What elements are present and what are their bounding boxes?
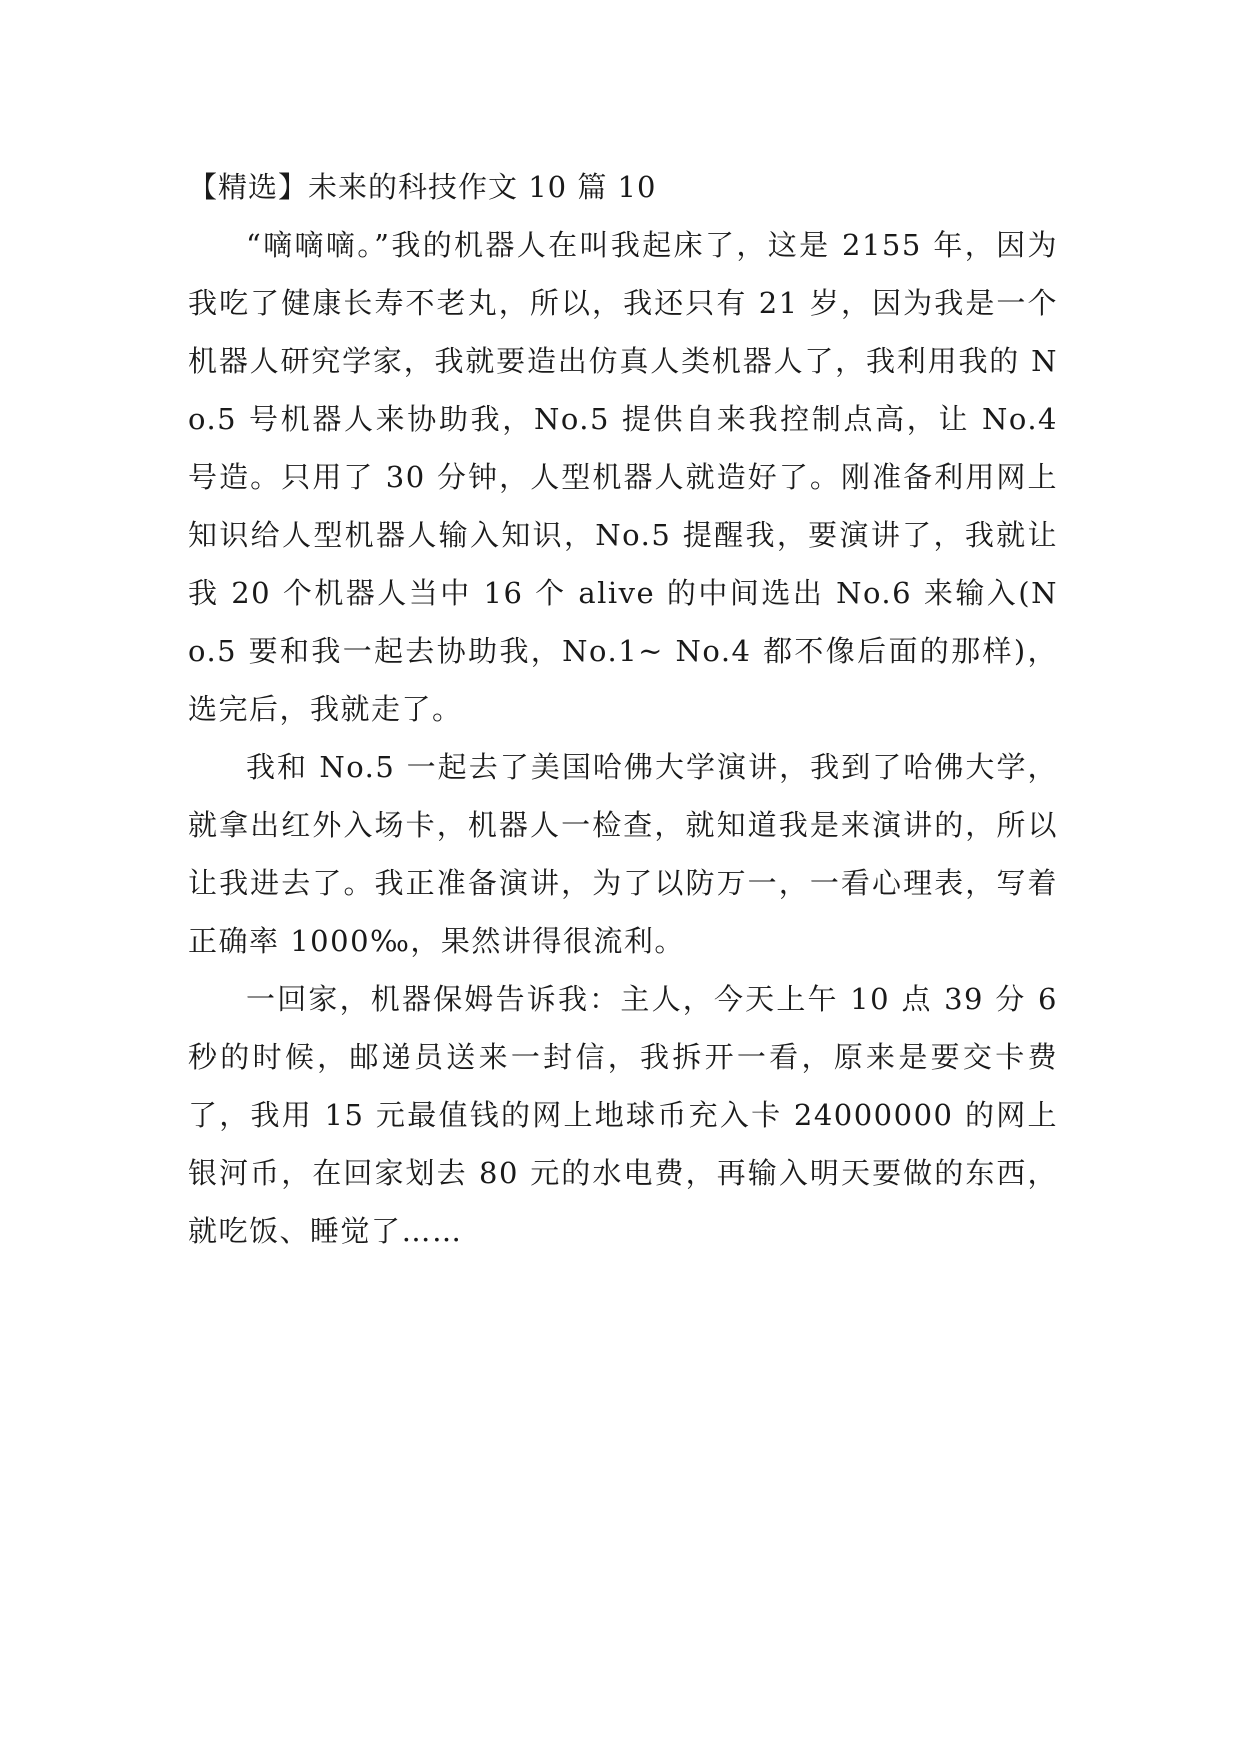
- paragraph-return-home: 一回家，机器保姆告诉我：主人，今天上午 10 点 39 分 6 秒的时候，邮递员送来一封信，我拆开一看，原来是要交卡费了，我用 15 元最值钱的网上地球币充入卡 24000000 的网上银河币，在回家划去 80 元的水电费，再输入明天要做的东西，就吃饭、睡觉了……: [188, 982, 1058, 1248]
- paragraph-robot-morning: “嘀嘀嘀。”我的机器人在叫我起床了，这是 2155 年，因为我吃了健康长寿不老丸，所以，我还只有 21 岁，因为我是一个机器人研究学家，我就要造出仿真人类机器人了，我利用我的 No.5 号机器人来协助我，No.5 提供自来我控制点高，让 No.4 号造。只用了 30 分钟，人型机器人就造好了。刚准备利用网上知识给人型机器人输入知识，No.5 提醒我，要演讲了，我就让我 20 个机器人当中 16 个 alive 的中间选出 No.6 来输入(No.5 要和我一起去协助我，No.1~ No.4 都不像后面的那样)，选完后，我就走了。: [188, 228, 1058, 726]
- document-title: 【精选】未来的科技作文 10 篇 10: [188, 170, 657, 204]
- document-body: [188, 158, 1058, 1260]
- paragraph-harvard-speech: 我和 No.5 一起去了美国哈佛大学演讲，我到了哈佛大学，就拿出红外入场卡，机器人一检查，就知道我是来演讲的，所以让我进去了。我正准备演讲，为了以防万一，一看心理表，写着正确率 1000‰，果然讲得很流利。: [188, 750, 1058, 958]
